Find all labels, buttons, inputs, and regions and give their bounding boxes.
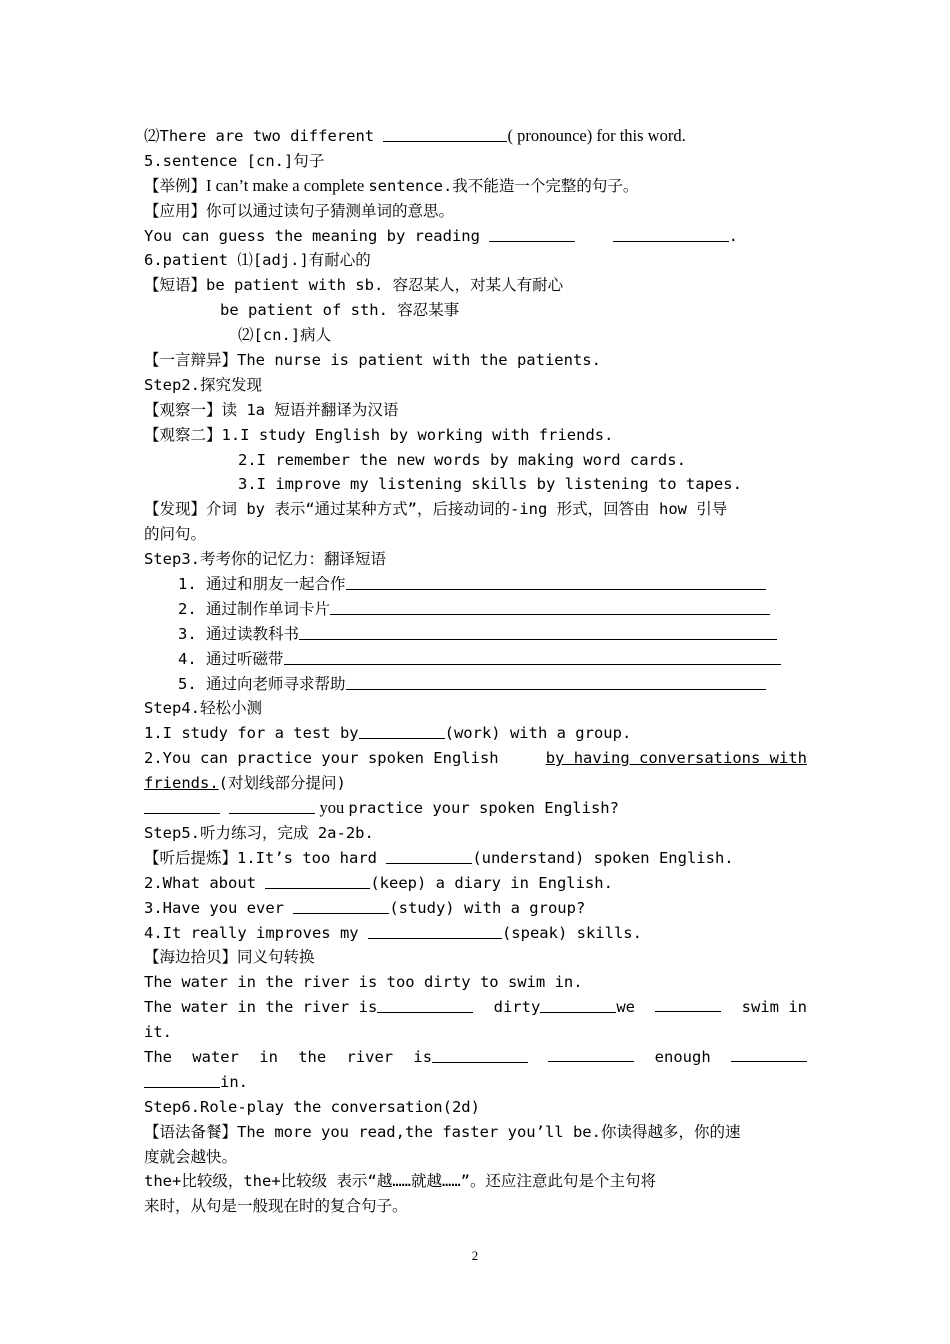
- answer-blank[interactable]: [284, 648, 781, 665]
- answer-blank[interactable]: [655, 995, 721, 1012]
- vocab-heading: 6.patient ⑴[adj.]有耐心的: [144, 251, 371, 270]
- answer-blank[interactable]: [346, 673, 766, 690]
- grammar-line: 来时，从句是一般现在时的复合句子。: [144, 1197, 408, 1216]
- list-item: 1. 通过和朋友一起合作: [144, 572, 807, 597]
- answer-blank[interactable]: [731, 1045, 807, 1062]
- exercise-line: The water in the river is dirty we swim in: [144, 995, 807, 1020]
- exercise-line: ⑵There are two different ( pronounce) for this word.: [144, 126, 686, 145]
- list-item: 2. 通过制作单词卡片: [144, 597, 807, 622]
- answer-blank[interactable]: [359, 722, 445, 739]
- grammar-line: 【语法备餐】The more you read,the faster you’ll be.你读得越多，你的速: [144, 1122, 741, 1141]
- distinction-line: 【一言辩异】The nurse is patient with the patients.: [144, 351, 601, 370]
- exercise-line: You can guess the meaning by reading .: [144, 226, 738, 245]
- answer-blank[interactable]: [144, 797, 220, 814]
- exercise-line: 3.Have you ever (study) with a group?: [144, 898, 586, 917]
- step-heading: Step6.Role-play the conversation(2d): [144, 1097, 480, 1116]
- observation-line: 【观察二】1.I study English by working with friends.: [144, 425, 614, 444]
- answer-blank[interactable]: [377, 996, 473, 1013]
- answer-blank[interactable]: [383, 125, 507, 142]
- exercise-line: it.: [144, 1023, 172, 1042]
- step-heading: Step2.探究发现: [144, 375, 262, 394]
- exercise-line: in.: [144, 1070, 807, 1095]
- definition-line: ⑵[cn.]病人: [238, 326, 332, 345]
- answer-blank[interactable]: [293, 897, 389, 914]
- exercise-line: 4.It really improves my (speak) skills.: [144, 923, 642, 942]
- exercise-line: The water in the river is enough: [144, 1045, 807, 1070]
- exercise-line: 2.What about (keep) a diary in English.: [144, 873, 613, 892]
- exercise-line: 【听后提炼】1.It’s too hard (understand) spoken English.: [144, 848, 734, 867]
- answer-blank[interactable]: [613, 225, 729, 242]
- underlined-phrase: friends.: [144, 774, 219, 793]
- answer-blank[interactable]: [299, 623, 777, 640]
- exercise-line: you practice your spoken English?: [144, 796, 807, 821]
- exercise-line: 2.You can practice your spoken English by having conversations with: [144, 746, 807, 771]
- example-line: 【举例】I can’t make a complete sentence.我不能造一个完整的句子。: [144, 175, 639, 195]
- answer-blank[interactable]: [330, 598, 770, 615]
- step-heading: Step5.听力练习，完成 2a-2b.: [144, 823, 374, 842]
- sentence-line: The water in the river is too dirty to swim in.: [144, 973, 583, 992]
- page-number: 2: [471, 1248, 479, 1263]
- observation-line: 2.I remember the new words by making word cards.: [238, 450, 686, 469]
- exercise-line: friends.(对划线部分提问): [144, 774, 346, 793]
- observation-line: 【观察一】读 1a 短语并翻译为汉语: [144, 400, 399, 419]
- list-item: 3. 通过读教科书: [144, 622, 807, 647]
- section-heading: 【海边拾贝】同义句转换: [144, 948, 315, 967]
- answer-blank[interactable]: [548, 1045, 634, 1062]
- answer-blank[interactable]: [368, 922, 502, 939]
- answer-blank[interactable]: [265, 872, 370, 889]
- grammar-line: the+比较级，the+比较级 表示“越……就越……”。还应注意此句是个主句将: [144, 1172, 656, 1191]
- answer-blank[interactable]: [346, 573, 766, 590]
- discovery-line: 【发现】介词 by 表示“通过某种方式”，后接动词的-ing 形式，回答由 how 引导: [144, 500, 728, 519]
- observation-line: 3.I improve my listening skills by listening to tapes.: [238, 475, 742, 494]
- list-item: 4. 通过听磁带: [144, 647, 807, 672]
- vocab-heading: 5.sentence [cn.]句子: [144, 151, 325, 170]
- phrase-line: be patient of sth. 容忍某事: [220, 301, 460, 320]
- answer-blank[interactable]: [386, 847, 472, 864]
- application-line: 【应用】你可以通过读句子猜测单词的意思。: [144, 201, 455, 220]
- exercise-line: 1.I study for a test by (work) with a group.: [144, 724, 632, 743]
- answer-blank[interactable]: [144, 1071, 220, 1088]
- answer-blank[interactable]: [540, 996, 616, 1013]
- discovery-line: 的问句。: [144, 525, 207, 544]
- answer-blank[interactable]: [489, 225, 575, 242]
- answer-blank[interactable]: [432, 1046, 528, 1063]
- step-heading: Step4.轻松小测: [144, 699, 262, 718]
- grammar-line: 度就会越快。: [144, 1147, 238, 1166]
- underlined-phrase: by having conversations with: [545, 749, 807, 768]
- phrase-line: 【短语】be patient with sb. 容忍某人，对某人有耐心: [144, 276, 564, 295]
- answer-blank[interactable]: [229, 797, 315, 814]
- list-item: 5. 通过向老师寻求帮助: [144, 672, 807, 697]
- worksheet-body: [144, 124, 807, 1219]
- step-heading: Step3.考考你的记忆力：翻译短语: [144, 550, 386, 569]
